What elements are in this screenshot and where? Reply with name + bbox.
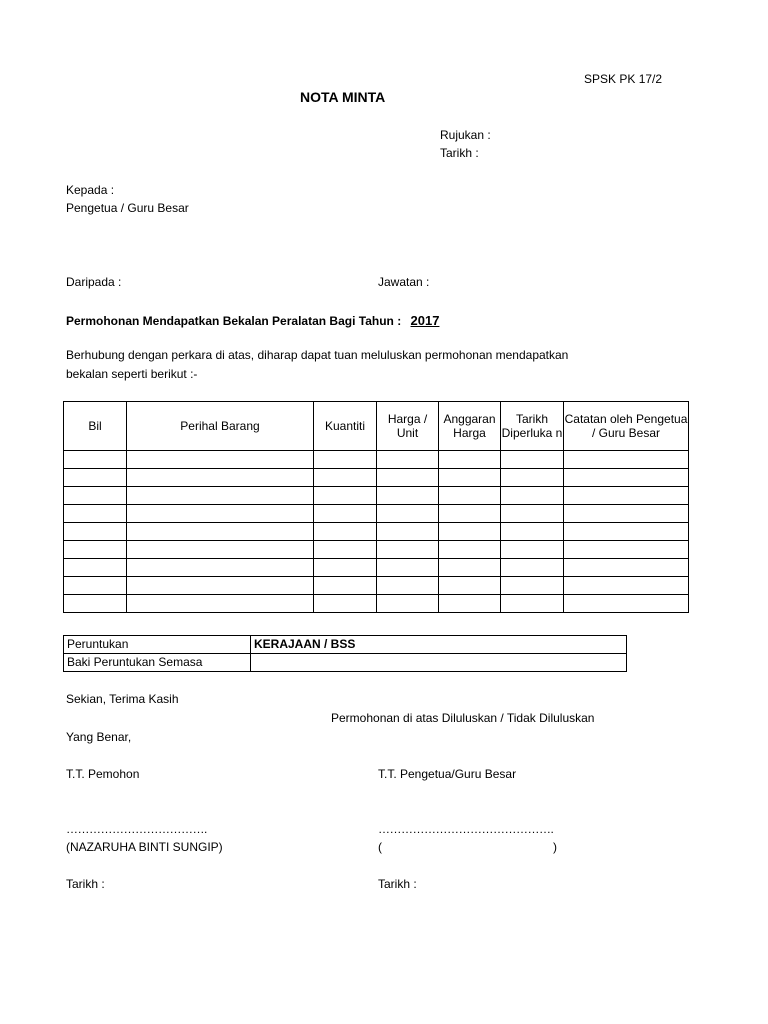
table-cell [314, 487, 377, 505]
table-cell [439, 595, 501, 613]
table-row [64, 559, 689, 577]
table-cell [64, 487, 127, 505]
table-cell [564, 469, 689, 487]
table-cell [501, 451, 564, 469]
baki-value [251, 654, 627, 672]
allocation-table [63, 635, 627, 672]
table-cell [127, 451, 314, 469]
page-title: NOTA MINTA [300, 89, 386, 105]
table-cell [127, 523, 314, 541]
items-table-header-row [64, 402, 689, 451]
pengetua-signature-label: T.T. Pengetua/Guru Besar [378, 767, 517, 781]
table-cell [377, 523, 439, 541]
table-cell [127, 469, 314, 487]
items-table-body [64, 451, 689, 613]
table-cell [439, 577, 501, 595]
allocation-row-baki [64, 654, 627, 672]
table-cell [377, 577, 439, 595]
pemohon-signature-line: ………………………………. [66, 822, 207, 836]
header-harga-unit: Harga / Unit [377, 402, 439, 451]
header-anggaran-harga: Anggaran Harga [439, 402, 501, 451]
table-cell [314, 541, 377, 559]
table-cell [564, 541, 689, 559]
table-cell [564, 577, 689, 595]
table-cell [377, 469, 439, 487]
closing-yang-benar: Yang Benar, [66, 730, 132, 744]
closing-sekian: Sekian, Terima Kasih [66, 692, 179, 706]
items-table [63, 401, 689, 613]
baki-label: Baki Peruntukan Semasa [64, 654, 251, 672]
table-cell [64, 523, 127, 541]
table-row [64, 487, 689, 505]
table-cell [314, 451, 377, 469]
header-kuantiti: Kuantiti [314, 402, 377, 451]
table-row [64, 451, 689, 469]
table-cell [501, 559, 564, 577]
table-cell [439, 487, 501, 505]
table-cell [501, 541, 564, 559]
table-row [64, 541, 689, 559]
table-cell [564, 505, 689, 523]
peruntukan-value: KERAJAAN / BSS [251, 636, 627, 654]
table-cell [64, 451, 127, 469]
table-cell [501, 577, 564, 595]
rujukan-label: Rujukan : [440, 128, 491, 142]
approval-line: Permohonan di atas Diluluskan / Tidak Diluluskan [331, 711, 595, 725]
table-cell [127, 505, 314, 523]
table-cell [377, 541, 439, 559]
table-cell [501, 469, 564, 487]
table-cell [127, 541, 314, 559]
header-catatan: Catatan oleh Pengetua / Guru Besar [564, 402, 689, 451]
table-cell [314, 469, 377, 487]
request-subject [66, 313, 439, 328]
jawatan-label: Jawatan : [378, 275, 430, 289]
table-cell [439, 523, 501, 541]
tarikh-label: Tarikh : [440, 146, 479, 160]
peruntukan-label: Peruntukan [64, 636, 251, 654]
table-row [64, 595, 689, 613]
table-cell [439, 541, 501, 559]
pengetua-name-open: ( [378, 840, 382, 854]
table-cell [564, 523, 689, 541]
table-cell [314, 595, 377, 613]
header-tarikh-diperlukan: Tarikh Diperluka n [501, 402, 564, 451]
kepada-label: Kepada : [66, 183, 115, 197]
table-cell [64, 595, 127, 613]
table-row [64, 577, 689, 595]
table-row [64, 505, 689, 523]
pemohon-signature-label: T.T. Pemohon [66, 767, 140, 781]
table-cell [127, 487, 314, 505]
table-cell [127, 577, 314, 595]
request-body-line1: Berhubung dengan perkara di atas, diharap dapat tuan meluluskan permohonan mendapatkan [66, 348, 569, 362]
pemohon-name: (NAZARUHA BINTI SUNGIP) [66, 840, 223, 854]
table-cell [377, 595, 439, 613]
allocation-row-peruntukan [64, 636, 627, 654]
pengetua-tarikh: Tarikh : [378, 877, 417, 891]
table-cell [64, 577, 127, 595]
table-cell [64, 469, 127, 487]
pengetua-signature-line: ………………………………………. [378, 822, 554, 836]
request-subject-label: Permohonan Mendapatkan Bekalan Peralatan Bagi Tahun : [66, 314, 402, 328]
table-cell [501, 595, 564, 613]
table-cell [377, 505, 439, 523]
table-cell [314, 559, 377, 577]
pemohon-tarikh: Tarikh : [66, 877, 105, 891]
request-body-line2: bekalan seperti berikut :- [66, 367, 198, 381]
table-cell [564, 487, 689, 505]
table-cell [127, 559, 314, 577]
table-cell [439, 469, 501, 487]
table-cell [501, 505, 564, 523]
table-cell [314, 577, 377, 595]
table-cell [564, 595, 689, 613]
table-cell [127, 595, 314, 613]
table-row [64, 469, 689, 487]
table-cell [439, 451, 501, 469]
table-cell [564, 559, 689, 577]
header-perihal-barang: Perihal Barang [127, 402, 314, 451]
table-cell [439, 505, 501, 523]
table-cell [314, 505, 377, 523]
pengetua-name-close: ) [553, 840, 557, 854]
header-bil: Bil [64, 402, 127, 451]
table-cell [314, 523, 377, 541]
table-cell [501, 487, 564, 505]
table-cell [377, 451, 439, 469]
form-code: SPSK PK 17/2 [584, 72, 663, 86]
table-cell [64, 505, 127, 523]
table-row [64, 523, 689, 541]
table-cell [501, 523, 564, 541]
table-cell [64, 559, 127, 577]
table-cell [377, 487, 439, 505]
table-cell [377, 559, 439, 577]
table-cell [64, 541, 127, 559]
kepada-value: Pengetua / Guru Besar [66, 201, 189, 215]
table-cell [564, 451, 689, 469]
table-cell [439, 559, 501, 577]
daripada-label: Daripada : [66, 275, 122, 289]
request-year: 2017 [410, 313, 440, 328]
